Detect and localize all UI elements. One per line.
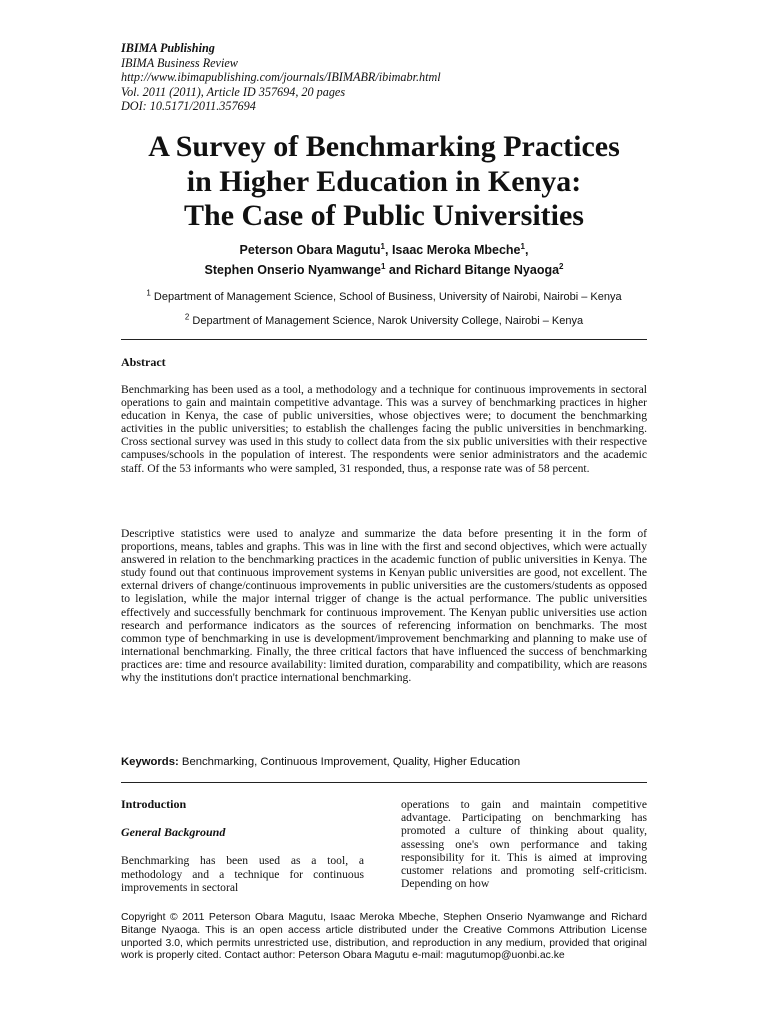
affiliation-marker: 1 [380,241,385,251]
author-separator: , [385,243,392,257]
affiliation-marker: 2 [559,261,564,271]
author-line-1 [80,240,688,260]
author-line-2 [80,260,688,280]
doi: DOI: 10.5171/2011.357694 [121,99,256,113]
keywords-text: Benchmarking, Continuous Improvement, Quality, Higher Education [178,756,521,768]
divider [121,782,647,783]
affiliation-text: Department of Management Science, School of Business, University of Nairobi, Nairobi – Kenya [150,291,622,303]
author-name: Richard Bitange Nyaoga [414,263,560,277]
publisher-name: IBIMA Publishing [121,41,215,55]
author-name: Stephen Onserio Nyamwange [204,263,381,277]
affiliation-marker: 1 [520,241,525,251]
author-separator: and [385,263,415,277]
general-background-heading: General Background [121,825,226,840]
abstract-paragraph-2: Descriptive statistics were used to analyze and summarize the data before presenting it in the form of proportions, means, tables and graphs. This was in line with the first and second objectives, which were actually answered in relation to the benchmarking practices in the academic function of public universities in Kenya. The study found out that continuous improvement systems in Kenyan public universities are good, not excellent. The external drivers of change/continuous improvements in public universities are the customers/students as opposed to legislation, while the major internal trigger of change is the actual performance. The public universities effectively and successfully benchmark for continuous improvement. The Kenyan public universities use action research and performance indicators as the sources of referencing information on benchmarks. The most common type of benchmarking in use is development/improvement benchmarking and planning to make use of international benchmarking. Finally, the three critical factors that have influenced the success of benchmarking practices are: time and resource availability: limited duration, comparability and compatibility, which are reasons why the institutions don't practice international benchmarking. [121,527,647,685]
abstract-heading: Abstract [121,355,166,369]
affiliation-marker: 1 [380,261,386,271]
journal-name: IBIMA Business Review [121,55,238,70]
paper-title [80,130,688,234]
keywords [121,755,647,769]
author-name: Peterson Obara Magutu [239,243,381,257]
affiliation-marker: 1 [146,288,151,298]
divider [121,339,647,340]
volume-info: Vol. 2011 (2011), Article ID 357694, 20 pages [121,84,346,99]
right-column-body: operations to gain and maintain competitive advantage. Participating on benchmarking has promoted a culture of thinking about quality, assessing one's own performance and taking responsibility for it. This is aimed at improving customer relations and promoting self-criticism. Depending on how [401,798,647,891]
title-line-2: in Higher Education in Kenya: [186,164,582,198]
affiliation-marker: 2 [184,312,190,322]
copyright-notice: Copyright © 2011 Peterson Obara Magutu, Isaac Meroka Mbeche, Stephen Onserio Nyamwange and Richard Bitange Nyaoga. This is an open access article distributed under the Creative Commons Attribution License unported 3.0, which permits unrestricted use, distribution, and reproduction in any medium, provided that original work is properly cited. Contact author: Peterson Obara Magutu e-mail: magutumop@uonbi.ac.ke [121,912,647,962]
author-separator: , [524,243,529,257]
author-list [80,240,688,280]
affiliation-1 [80,290,688,304]
right-column [401,798,647,890]
left-column-body: Benchmarking has been used as a tool, a methodology and a technique for continuous improvements in sectoral [121,854,364,894]
abstract-paragraph-1: Benchmarking has been used as a tool, a methodology and a technique for continuous improvements in sectoral operations to gain and maintain competitive advantage. This was a survey of benchmarking practices in higher education in Kenya, the case of public universities, whose objectives were; to document the benchmarking activities in the public universities; to establish the challenges facing the public universities in benchmarking. Cross sectional survey was used in this study to collect data from the six public universities with their respective campuses/schools in the population of interest. The respondents were senior administrators and the academic staff. Of the 53 informants who were sampled, 31 responded, thus, a response rate was of 58 percent. [121,383,647,475]
left-column [121,798,364,894]
introduction-heading: Introduction [121,797,187,811]
title-line-3: The Case of Public Universities [184,199,584,232]
journal-url[interactable]: http://www.ibimapublishing.com/journals/IBIMABR/ibimabr.html [121,70,441,84]
author-name: Isaac Meroka Mbeche [391,243,521,257]
affiliation-2 [80,314,688,328]
affiliation-text: Department of Management Science, Narok University College, Nairobi – Kenya [189,315,584,327]
keywords-label: Keywords: [121,756,179,768]
publication-header [121,41,661,114]
title-line-1: A Survey of Benchmarking Practices [148,130,620,163]
